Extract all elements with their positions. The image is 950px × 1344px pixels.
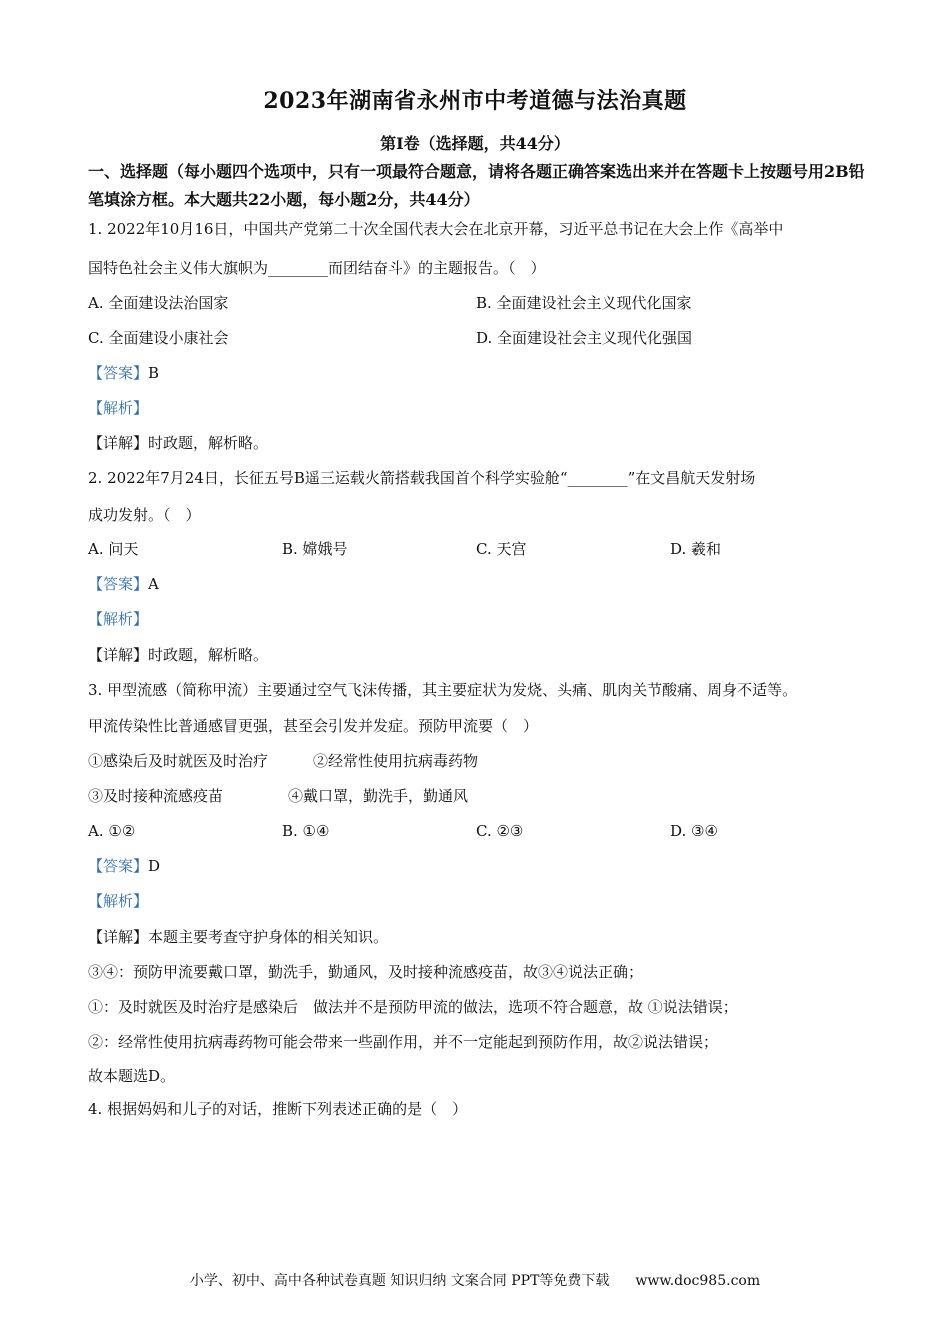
- q1-stem-line2: 国特色社会主义伟大旗帜为________而团结奋斗》的主题报告。（ ）: [88, 259, 546, 277]
- answer-label: 【答案】: [88, 364, 149, 382]
- q4-stem-line1: 4. 根据妈妈和儿子的对话，推断下列表述正确的是（ ）: [88, 1100, 468, 1118]
- q1-option-a: A. 全面建设法治国家: [88, 294, 229, 312]
- q3-detail: [88, 927, 388, 947]
- q2-option-a: A. 问天: [88, 540, 139, 558]
- q3-item-3: ③及时接种流感疫苗: [88, 787, 224, 805]
- q1-answer: [88, 363, 159, 383]
- q1-option-b: B. 全面建设社会主义现代化国家: [476, 294, 692, 312]
- footer-link[interactable]: www.doc985.com: [635, 1273, 761, 1289]
- q3-explanation-3: ②：经常性使用抗病毒药物可能会带来一些副作用，并不一定能起到预防作用，故②说法错误；: [88, 1033, 719, 1051]
- q3-stem-line2: 甲流传染性比普通感冒更强，甚至会引发并发症。预防甲流要（ ）: [88, 717, 539, 735]
- page-subtitle: 第Ⅰ卷（选择题，共44分）: [380, 134, 570, 153]
- q2-answer-value: A: [148, 575, 159, 593]
- q2-option-d: D. 羲和: [670, 540, 722, 558]
- q3-explanation-4: 故本题选D。: [88, 1067, 176, 1085]
- q3-answer-value: D: [148, 857, 161, 875]
- q1-stem-line1: 1. 2022年10月16日，中国共产党第二十次全国代表大会在北京开幕，习近平总书记在大会上作《高举中: [88, 220, 784, 238]
- detail-label: 【详解】: [88, 434, 149, 452]
- q3-explanation-2: ①：及时就医及时治疗是感染后 做法并不是预防甲流的做法，选项不符合题意，故 ①说法错误；: [88, 998, 738, 1016]
- q3-detail-text: 本题主要考查守护身体的相关知识。: [148, 928, 389, 946]
- q2-detail: [88, 645, 268, 665]
- q3-analysis: [88, 891, 148, 911]
- q1-answer-value: B: [148, 364, 160, 382]
- q3-item-1: ①感染后及时就医及时治疗: [88, 752, 269, 770]
- q3-option-b: B. ①④: [282, 822, 330, 840]
- q2-analysis: [88, 609, 148, 629]
- q3-option-d: D. ③④: [670, 822, 718, 840]
- q3-item-4: ④戴口罩，勤洗手，勤通风: [288, 787, 469, 805]
- q3-option-a: A. ①②: [88, 822, 136, 840]
- analysis-label: 【解析】: [88, 610, 149, 628]
- answer-label: 【答案】: [88, 575, 149, 593]
- page-footer: [0, 1270, 950, 1290]
- q1-option-c: C. 全面建设小康社会: [88, 329, 229, 347]
- q1-detail: [88, 433, 268, 453]
- q3-item-2: ②经常性使用抗病毒药物: [313, 752, 479, 770]
- detail-label: 【详解】: [88, 646, 149, 664]
- q2-answer: [88, 574, 159, 594]
- footer-text: 小学、初中、高中各种试卷真题 知识归纳 文案合同 PPT等免费下载: [189, 1273, 610, 1289]
- section-heading: 一、选择题（每小题四个选项中，只有一项最符合题意，请将各题正确答案选出来并在答题卡上按题号用2B铅笔填涂方框。本大题共22小题，每小题2分，共44分）: [88, 162, 865, 209]
- detail-label: 【详解】: [88, 928, 149, 946]
- q1-analysis: [88, 398, 148, 418]
- analysis-label: 【解析】: [88, 892, 149, 910]
- page-title: 2023年湖南省永州市中考道德与法治真题: [263, 88, 687, 114]
- q1-option-d: D. 全面建设社会主义现代化强国: [476, 329, 693, 347]
- answer-label: 【答案】: [88, 857, 149, 875]
- q2-option-c: C. 天宫: [476, 540, 527, 558]
- analysis-label: 【解析】: [88, 399, 149, 417]
- q2-option-b: B. 嫦娥号: [282, 540, 348, 558]
- q2-detail-text: 时政题，解析略。: [148, 646, 269, 664]
- q3-option-c: C. ②③: [476, 822, 524, 840]
- q3-stem-line1: 3. 甲型流感（简称甲流）主要通过空气飞沫传播，其主要症状为发烧、头痛、肌肉关节酸痛、周身不适等。: [88, 681, 798, 699]
- q3-answer: [88, 856, 160, 876]
- q1-detail-text: 时政题，解析略。: [148, 434, 269, 452]
- q2-stem-line1: 2. 2022年7月24日，长征五号B遥三运载火箭搭载我国首个科学实验舱“________”在文昌航天发射场: [88, 469, 756, 487]
- q2-stem-line2: 成功发射。（ ）: [88, 506, 201, 524]
- q3-explanation-1: ③④：预防甲流要戴口罩，勤洗手，勤通风，及时接种流感疫苗，故③④说法正确；: [88, 963, 644, 981]
